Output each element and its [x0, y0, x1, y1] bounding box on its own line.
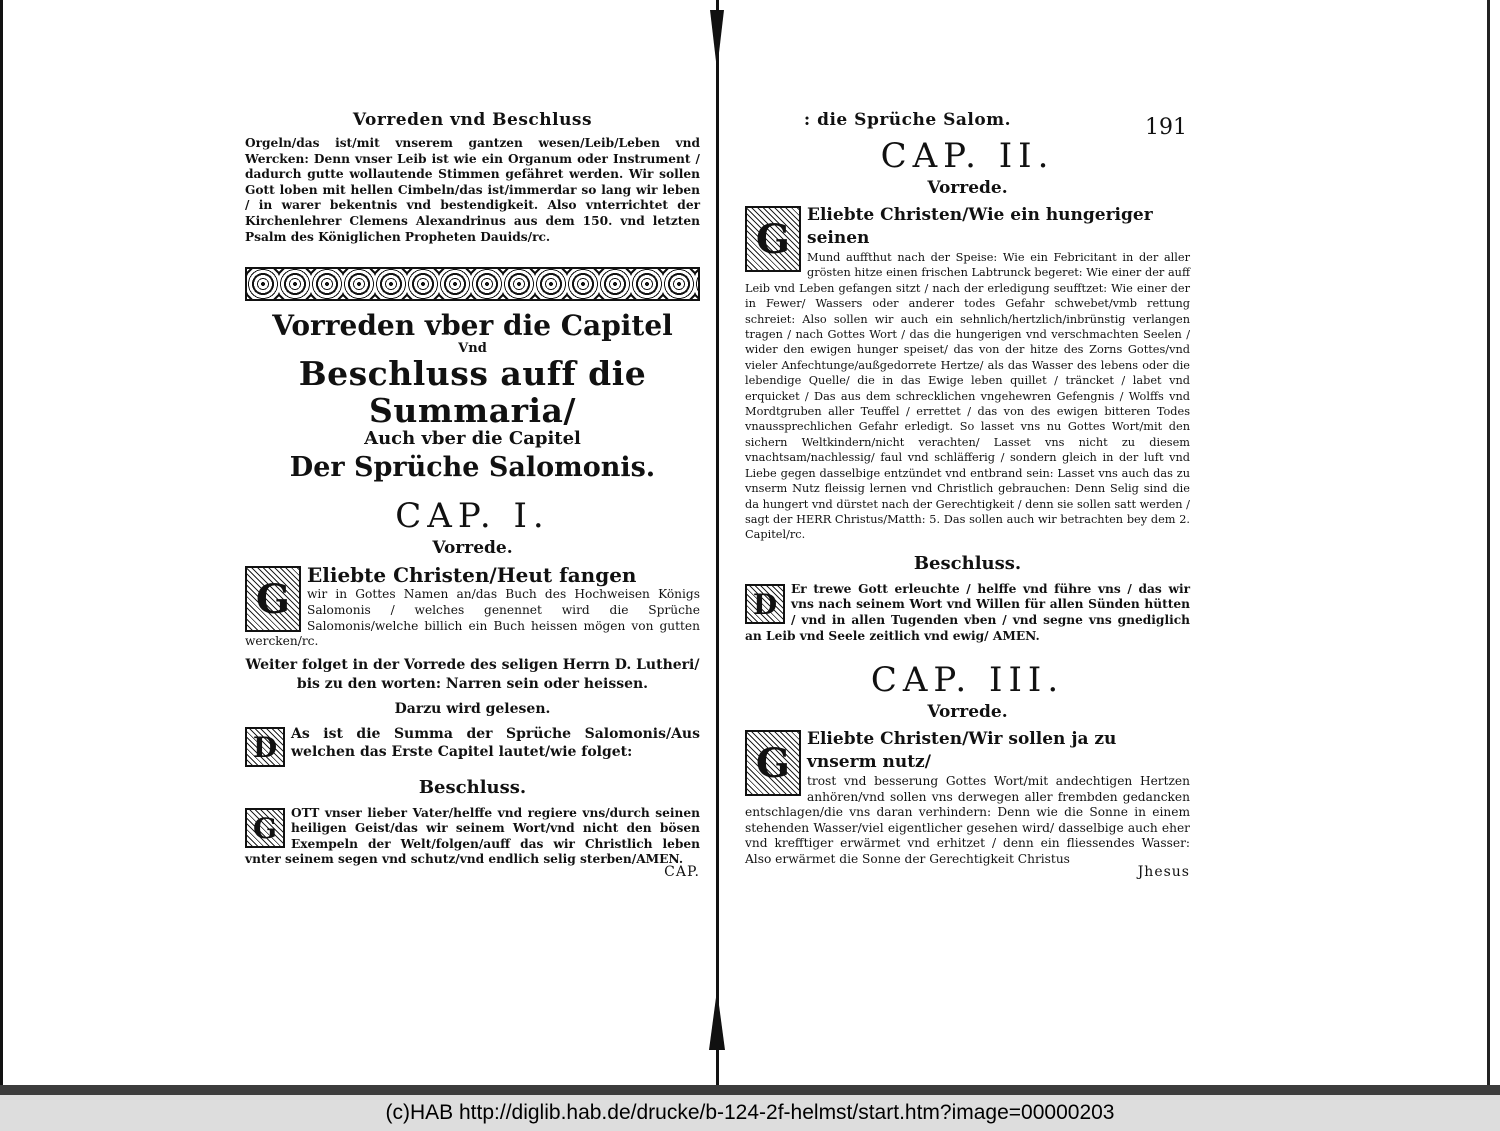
cap-3-heading: CAP. III. [870, 660, 1065, 701]
vorrede-text-3: trost vnd besserung Gottes Wort/mit andechtigen Hertzen anhören/vnd sollen vns derwegen aller frembden gedancken entschlagen/die vns daran verhindern: Denn wie die Sonne in einem stehenden Wasser/viel eigentlicher gesehen wird/ dasselbige auch eher vnd krefftiger erwärmet vnd erhitzet / denn ein fliessendes Wasser: Also erwärmet die Sonne der Gerechtigkeit Christus [745, 774, 1190, 867]
drop-cap-right-3: G [745, 730, 801, 796]
vorrede-block-2 [745, 204, 1190, 543]
right-edge [1487, 0, 1490, 1085]
ornament-band [245, 267, 700, 301]
beschluss-text: OTT vnser lieber Vater/helffe vnd regiere vns/durch seinen heiligen Geist/das wir seinem Wort/vnd nicht den bösen Exempeln der Welt/folgen/auff das wir Christlich leben vnter seinem segen vnd schutz/vnd endlich selig sterben/AMEN. [245, 805, 700, 867]
running-head-right: : die Sprüche Salom. [803, 110, 1012, 130]
catchword-left: CAP. [664, 864, 700, 881]
drop-cap: G [245, 566, 301, 632]
beschluss-label-2: Beschluss. [913, 552, 1022, 574]
title-line-4: Auch vber die Capitel [364, 427, 581, 449]
cap-1-heading: CAP. I. [395, 496, 550, 537]
left-page [245, 110, 700, 880]
page-number: 191 [1145, 115, 1187, 140]
gutter-top-mark [710, 10, 724, 70]
beschluss-label: Beschluss. [418, 776, 527, 798]
title-line-1: Vorreden vber die Capitel [272, 309, 673, 343]
vorrede-label-2: Vorrede. [927, 178, 1008, 198]
beschluss-block-2 [745, 582, 1190, 644]
right-page [745, 110, 1190, 880]
drop-cap-2: D [245, 727, 285, 767]
vorrede-text-2: Mund auffthut nach der Speise: Wie ein Febricitant in der aller grösten hitze einen frischen Labtrunck begeret: Wie einer der auff Leib vnd Leben gefangen sitzt / nach der erledigung seufftzet: Wie einer der in Fewer/ Wassers oder anderer todes Gefahr schwebet/vmb rettung schreiet: Also sollen wir auch ein sehnlich/hertzlich/inbrünstig verlangen tragen / nach Gottes Wort / das die hungerigen vnd verschmachten Seelen / wider den ewigen hunger speiset/ das von der hitze des Zorns Gottes/vnd vieler Anfechtunge/außgedorrete Hertze/ als das Wasser des lebens oder die lebendige Quelle/ die in das Ewige leben quillet / träncket / labet vnd erquicket / Das aus dem schrecklichen vngehewren Gefengnis / Wolffs vnd Mordtgruben aller Teuffel / errettet / das von des ewigen bitteren Todes vnaussprechlichen Gefahr erledigt. So lasset vns nu Gottes Wort/mit den sichern Weltkindern/nicht verachten/ Lasset vns nicht zu diesem vnachtsam/nachlessig/ faul vnd schläfferig / sondern gleich in der luft vnd Liebe gegen dasselbige entzündet vnd entbrand sein: Lasset vns auch das zu vnserm Nutz fleissig lernen vnd Christlich gebrauchen: Denn Selig sind die da hungert vnd dürstet nach der Gerechtigkeit / denn sie sollen satt werden / sagt der HERR Christus/Matth: 5. Das sollen auch wir betrachten bey dem 2. Capitel/rc. [745, 251, 1190, 542]
vorrede-label-3: Vorrede. [927, 702, 1008, 723]
vorrede-block [245, 564, 700, 649]
title-line-5: Der Sprüche Salomonis. [289, 451, 656, 483]
vorrede-lead: Eliebte Christen/Heut fangen [307, 563, 637, 588]
darzu-text: Darzu wird gelesen. [394, 700, 551, 717]
beschluss-block [245, 806, 700, 868]
catchword-right: Jhesus [1137, 863, 1190, 880]
left-edge [0, 0, 3, 1085]
summa-text: As ist die Summa der Sprüche Salomonis/Aus welchen das Erste Capitel lautet/wie folget: [291, 725, 700, 760]
cap-2-heading: CAP. II. [880, 136, 1055, 176]
drop-cap-3: G [245, 808, 285, 848]
footer-credit: (c)HAB http://diglib.hab.de/drucke/b-124-2f-helmst/start.htm?image=00000203 [0, 1095, 1500, 1131]
running-head-left: Vorreden vnd Beschluss [352, 110, 593, 130]
gutter [712, 0, 722, 1085]
gutter-bottom-mark [709, 990, 725, 1050]
vorrede-block-3 [745, 728, 1190, 868]
beschluss-text-2: Er trewe Gott erleuchte / helffe vnd führe vns / das wir vns nach seinem Wort vnd Willen für allen Sünden hütten / vnd in allen Tugenden vben / vnd segne vns gnediglich an Leib vnd Seele zeitlich vnd ewig/ AMEN. [745, 581, 1190, 643]
vorrede-label: Vorrede. [432, 538, 513, 559]
title-line-2: Vnd [458, 340, 487, 356]
drop-cap-right-2: D [745, 584, 785, 624]
weiter-text: Weiter folget in der Vorrede des seligen Herrn D. Lutheri/ bis zu den worten: Narren sein oder heissen. [245, 656, 700, 692]
vorrede-lead-2: Eliebte Christen/Wie ein hungeriger seinen [807, 205, 1153, 248]
drop-cap-right: G [745, 206, 801, 272]
vorrede-text: wir in Gottes Namen an/das Buch des Hochweisen Königs Salomonis / welches genennet wird die Sprüche Salomonis/welche billich ein Buch heissen mögen von gutten wercken/rc. [245, 587, 700, 649]
vorrede-lead-3: Eliebte Christen/Wir sollen ja zu vnserm nutz/ [807, 729, 1117, 773]
title-line-3: Beschluss auff die Summaria/ [298, 354, 647, 430]
scan-border [0, 1085, 1500, 1095]
summa-block [245, 725, 700, 767]
intro-paragraph: Orgeln/das ist/mit vnserem gantzen wesen/Leib/Leben vnd Wercken: Denn vnser Leib ist wie ein Organum oder Instrument / dadurch gutte wollautende Stimmen gefähret werden. Wir sollen Gott loben mit hellen Cimbeln/das ist/immerdar so lang wir leben / in warer bekentnis vnd bestendigkeit. Also vnterrichtet der Kirchenlehrer Clemens Alexandrinus aus dem 150. vnd letzten Psalm des Königlichen Propheten Dauids/rc. [245, 136, 700, 244]
